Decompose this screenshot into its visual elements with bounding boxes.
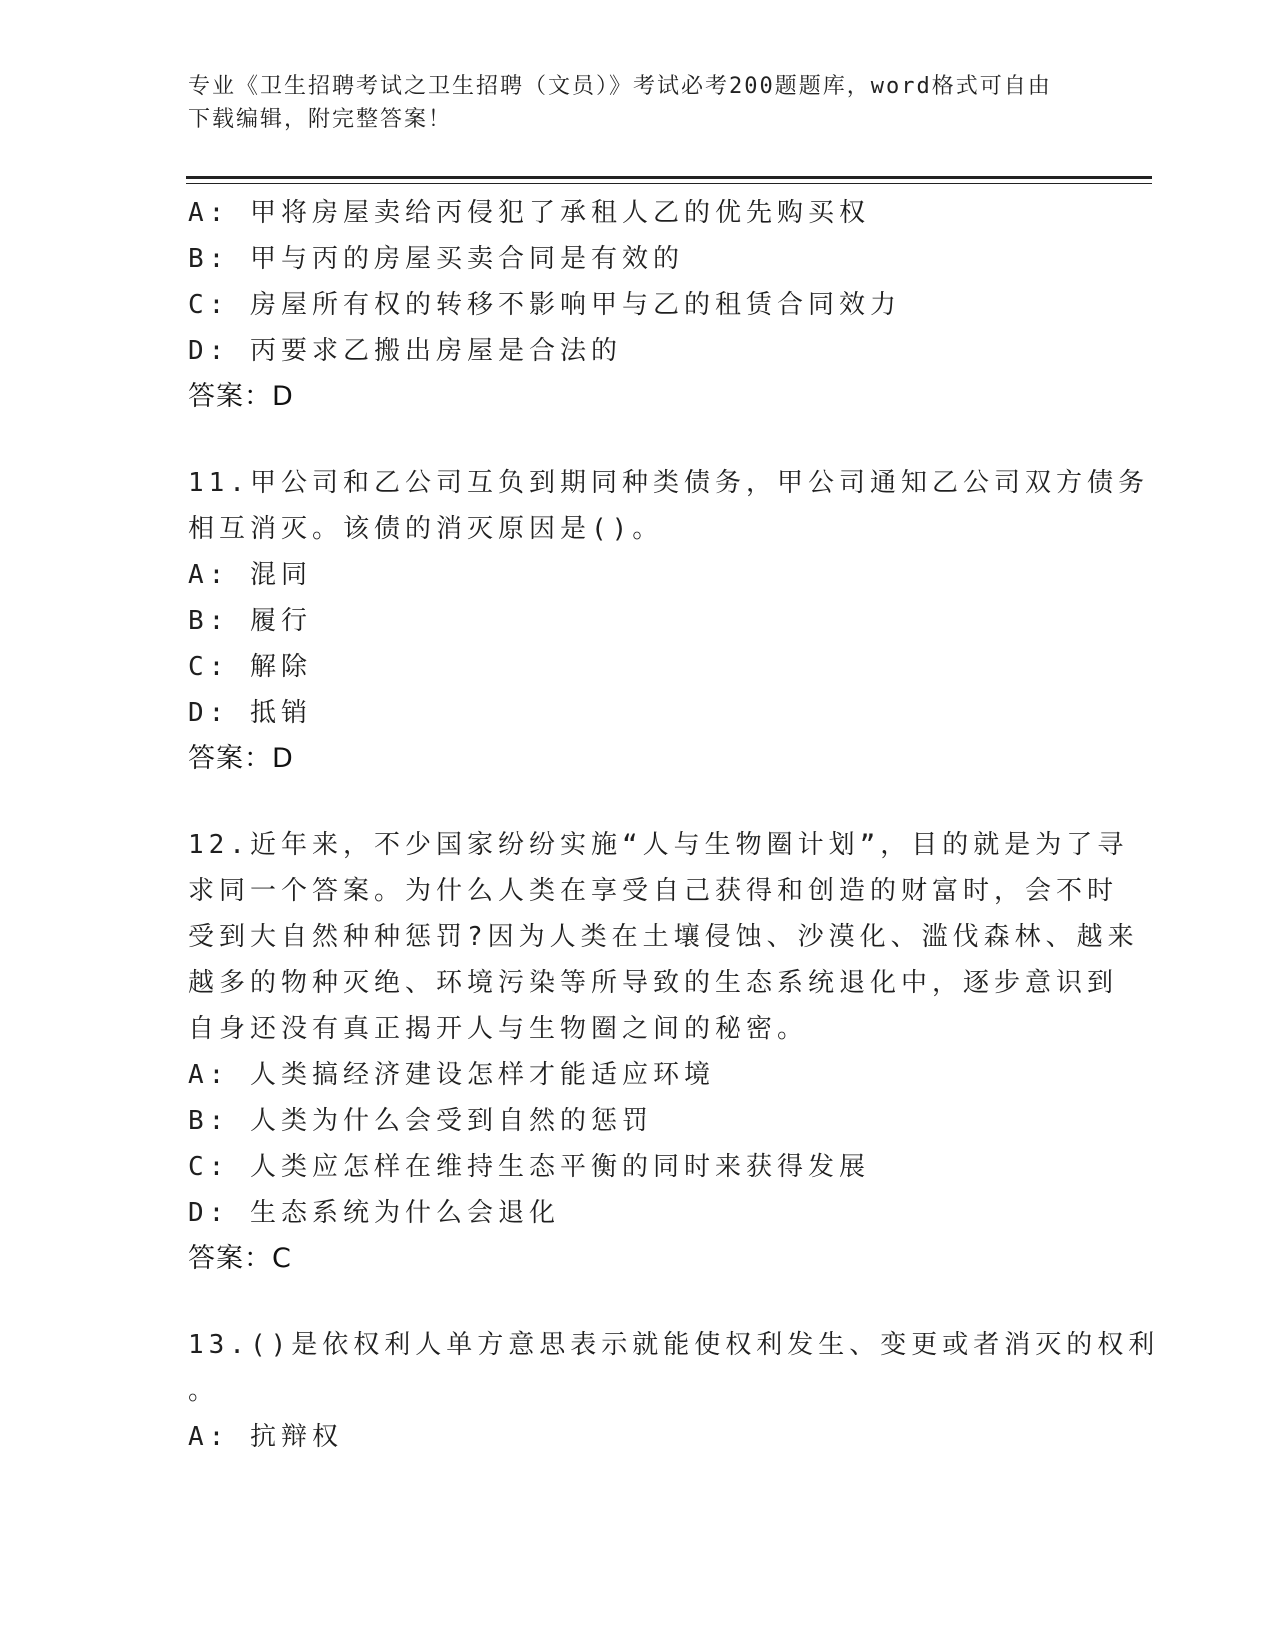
question-block-prev bbox=[188, 190, 1078, 420]
spacer bbox=[188, 420, 1078, 460]
option-a: A: 混同 bbox=[188, 560, 312, 590]
question-content bbox=[188, 190, 1160, 1460]
question-block-12 bbox=[188, 822, 1139, 1282]
spacer bbox=[188, 1282, 1078, 1322]
option-a: A: 甲将房屋卖给丙侵犯了承租人乙的优先购买权 bbox=[188, 198, 870, 228]
option-b: B: 甲与丙的房屋买卖合同是有效的 bbox=[188, 244, 684, 274]
question-stem: 。 bbox=[188, 1376, 220, 1406]
answer-line: 答案：D bbox=[188, 381, 294, 412]
option-d: D: 生态系统为什么会退化 bbox=[188, 1198, 560, 1228]
option-c: C: 房屋所有权的转移不影响甲与乙的租赁合同效力 bbox=[188, 290, 901, 320]
option-c: C: 人类应怎样在维持生态平衡的同时来获得发展 bbox=[188, 1152, 870, 1182]
spacer bbox=[188, 782, 1078, 822]
option-a: A: 抗辩权 bbox=[188, 1422, 343, 1452]
option-d: D: 丙要求乙搬出房屋是合法的 bbox=[188, 336, 622, 366]
option-b: B: 人类为什么会受到自然的惩罚 bbox=[188, 1106, 653, 1136]
answer-line: 答案：C bbox=[188, 1243, 292, 1274]
question-stem: 13.()是依权利人单方意思表示就能使权利发生、变更或者消灭的权利 bbox=[188, 1330, 1160, 1360]
answer-line: 答案：D bbox=[188, 743, 294, 774]
document-header: 专业《卫生招聘考试之卫生招聘（文员）》考试必考200题题库，word格式可自由下载编辑，附完整答案！ bbox=[188, 74, 1052, 132]
question-stem: 求同一个答案。为什么人类在享受自己获得和创造的财富时，会不时 bbox=[188, 876, 1119, 906]
question-stem: 越多的物种灭绝、环境污染等所导致的生态系统退化中，逐步意识到 bbox=[188, 968, 1119, 998]
question-stem: 自身还没有真正揭开人与生物圈之间的秘密。 bbox=[188, 1014, 809, 1044]
header-rule-thin bbox=[186, 183, 1152, 184]
option-b: B: 履行 bbox=[188, 606, 312, 636]
question-stem: 受到大自然种种惩罚?因为人类在土壤侵蚀、沙漠化、滥伐森林、越来 bbox=[188, 922, 1139, 952]
option-a: A: 人类搞经济建设怎样才能适应环境 bbox=[188, 1060, 715, 1090]
question-stem: 相互消灭。该债的消灭原因是()。 bbox=[188, 514, 664, 544]
header-rule-thick bbox=[186, 176, 1152, 179]
question-stem: 12.近年来，不少国家纷纷实施“人与生物圈计划”，目的就是为了寻 bbox=[188, 830, 1129, 860]
question-block-13 bbox=[188, 1322, 1160, 1460]
option-c: C: 解除 bbox=[188, 652, 312, 682]
question-stem: 11.甲公司和乙公司互负到期同种类债务，甲公司通知乙公司双方债务 bbox=[188, 468, 1149, 498]
option-d: D: 抵销 bbox=[188, 698, 312, 728]
question-block-11 bbox=[188, 460, 1149, 782]
